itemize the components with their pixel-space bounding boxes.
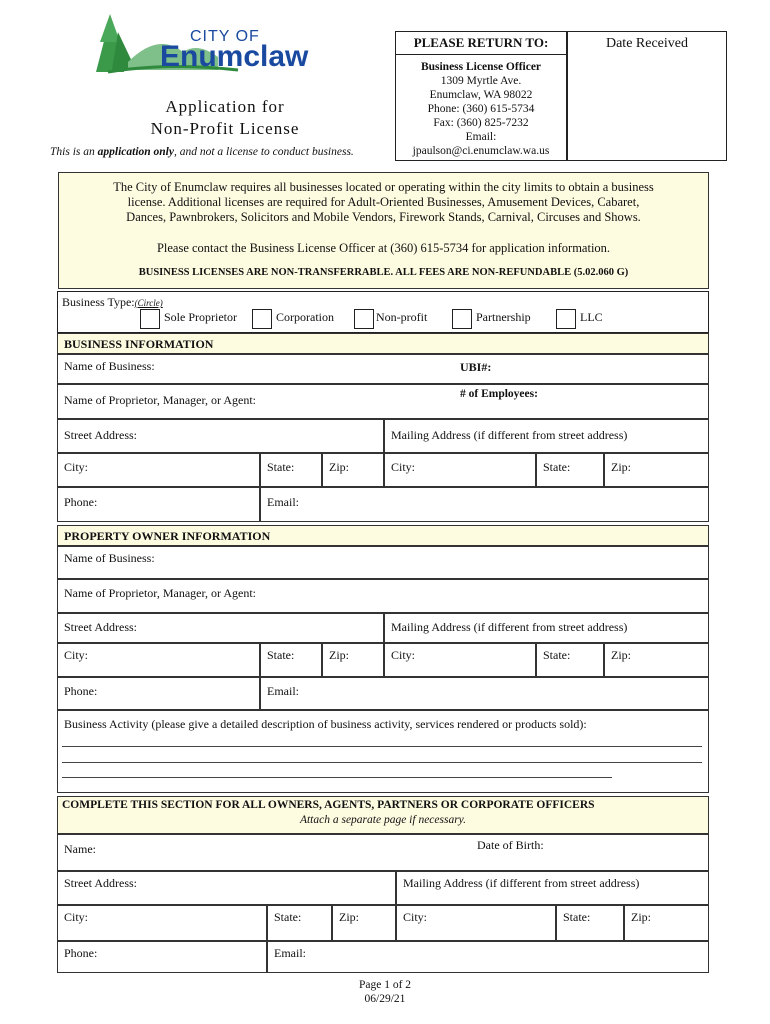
business-activity-field[interactable] (57, 710, 709, 793)
business-proprietor-field[interactable] (57, 384, 709, 419)
property-state-label: State: (267, 648, 295, 662)
activity-line-1[interactable] (62, 746, 702, 747)
property-zip2-field[interactable] (604, 643, 709, 677)
return-to-phone: Phone: (360) 615-5734 (427, 103, 535, 115)
return-to-divider (395, 54, 567, 55)
owner-zip2-field[interactable] (624, 905, 709, 941)
option-llc: LLC (580, 310, 603, 324)
return-to-heading: PLEASE RETURN TO: (413, 35, 549, 50)
owner-state2-label: State: (563, 910, 591, 924)
property-state2-field[interactable] (536, 643, 604, 677)
disclaimer-bold: application only (97, 146, 174, 158)
property-phone-label: Phone: (64, 684, 98, 698)
business-zip-label: Zip: (329, 460, 349, 474)
disclaimer (50, 146, 354, 158)
form-title-line2: Non-Profit License (150, 119, 300, 138)
property-name-field[interactable] (57, 546, 709, 579)
checkbox-non-profit[interactable] (354, 309, 374, 329)
notice-line3: Dances, Pawnbrokers, Solicitors and Mobile Vendors, Firework Stands, Carnival, Circuses and Shows. (126, 210, 641, 224)
checkbox-llc[interactable] (556, 309, 576, 329)
employees-label: # of Employees: (460, 388, 538, 400)
owner-dob-label: Date of Birth: (477, 838, 544, 852)
logo-city-of: CITY OF (190, 28, 260, 45)
business-zip-field[interactable] (322, 453, 384, 487)
owner-name-label: Name: (64, 842, 96, 856)
business-state-field[interactable] (260, 453, 322, 487)
return-to-officer: Business License Officer (420, 61, 542, 73)
revision-date: 06/29/21 (364, 993, 406, 1005)
owner-phone-label: Phone: (64, 946, 98, 960)
checkbox-partnership[interactable] (452, 309, 472, 329)
business-state-label: State: (267, 460, 295, 474)
owner-city-label: City: (64, 910, 89, 924)
business-name-label: Name of Business: (64, 359, 155, 373)
property-email-field[interactable] (260, 677, 709, 710)
owner-street-label: Street Address: (64, 876, 137, 890)
property-state2-label: State: (543, 648, 571, 662)
business-street-label: Street Address: (64, 428, 137, 442)
option-partnership: Partnership (476, 310, 531, 324)
property-proprietor-field[interactable] (57, 579, 709, 613)
business-name-field[interactable] (57, 354, 709, 384)
checkbox-sole-proprietor[interactable] (140, 309, 160, 329)
property-mailing-field[interactable] (384, 613, 709, 643)
business-city-label: City: (64, 460, 89, 474)
form-title-line1: Application for (165, 97, 285, 116)
activity-line-3[interactable] (62, 777, 612, 778)
notice-warning: BUSINESS LICENSES ARE NON-TRANSFERRABLE. ALL FEES ARE NON-REFUNDABLE (5.02.060 G) (138, 267, 629, 278)
business-phone-field[interactable] (57, 487, 260, 522)
property-name-label: Name of Business: (64, 551, 155, 565)
property-city2-label: City: (391, 648, 416, 662)
return-to-email[interactable]: jpaulson@ci.enumclaw.wa.us (412, 145, 550, 157)
page-number: Page 1 of 2 (358, 979, 412, 991)
owner-zip-label: Zip: (339, 910, 359, 924)
activity-line-2[interactable] (62, 762, 702, 763)
option-non-profit: Non-profit (376, 310, 428, 324)
business-mailing-label: Mailing Address (if different from street address) (391, 428, 628, 442)
property-city-field[interactable] (57, 643, 260, 677)
owners-heading: COMPLETE THIS SECTION FOR ALL OWNERS, AGENTS, PARTNERS OR CORPORATE OFFICERS (62, 799, 595, 811)
owner-name-field[interactable] (57, 834, 709, 871)
business-type-text: Business Type: (62, 295, 135, 309)
business-phone-label: Phone: (64, 495, 98, 509)
property-city-label: City: (64, 648, 89, 662)
property-zip-field[interactable] (322, 643, 384, 677)
business-activity-label: Business Activity (please give a detailed description of business activity, services rendered or products sold): (64, 717, 587, 731)
property-state-field[interactable] (260, 643, 322, 677)
business-proprietor-label: Name of Proprietor, Manager, or Agent: (64, 393, 256, 407)
property-owner-heading: PROPERTY OWNER INFORMATION (57, 525, 709, 546)
business-street-field[interactable] (57, 419, 384, 453)
notice-line2: license. Additional licenses are required for Adult-Oriented Businesses, Amusement Devices, Cabaret, (127, 195, 640, 209)
property-zip2-label: Zip: (611, 648, 631, 662)
return-to-email-label: Email: (465, 131, 497, 143)
return-to-address2: Enumclaw, WA 98022 (429, 89, 533, 101)
date-received-label: Date Received (605, 36, 688, 51)
return-to-address1: 1309 Myrtle Ave. (440, 75, 522, 87)
owner-phone-field[interactable] (57, 941, 267, 973)
owner-city-field[interactable] (57, 905, 267, 941)
option-corporation: Corporation (276, 310, 334, 324)
checkbox-corporation[interactable] (252, 309, 272, 329)
business-city-field[interactable] (57, 453, 260, 487)
option-sole-proprietor: Sole Proprietor (164, 310, 237, 324)
owner-state2-field[interactable] (556, 905, 624, 941)
property-city2-field[interactable] (384, 643, 536, 677)
business-state2-label: State: (543, 460, 571, 474)
notice-contact: Please contact the Business License Officer at (360) 615-5734 for application information. (156, 241, 611, 255)
owner-city2-label: City: (403, 910, 428, 924)
owner-state-field[interactable] (267, 905, 332, 941)
property-proprietor-label: Name of Proprietor, Manager, or Agent: (64, 586, 256, 600)
ubi-label: UBI#: (460, 360, 492, 374)
business-city2-field[interactable] (384, 453, 536, 487)
owner-mailing-field[interactable] (396, 871, 709, 905)
property-mailing-label: Mailing Address (if different from street address) (391, 620, 628, 634)
owners-subheading: Attach a separate page if necessary. (299, 814, 467, 826)
business-mailing-field[interactable] (384, 419, 709, 453)
owner-email-field[interactable] (267, 941, 709, 973)
business-type-hint: (Circle) (134, 298, 163, 308)
owner-zip-field[interactable] (332, 905, 396, 941)
business-state2-field[interactable] (536, 453, 604, 487)
property-zip-label: Zip: (329, 648, 349, 662)
business-zip2-field[interactable] (604, 453, 709, 487)
property-street-field[interactable] (57, 613, 384, 643)
owner-street-field[interactable] (57, 871, 396, 905)
notice-line1: The City of Enumclaw requires all businesses located or operating within the city limits to obtain a business (113, 180, 654, 194)
business-zip2-label: Zip: (611, 460, 631, 474)
property-phone-field[interactable] (57, 677, 260, 710)
property-street-label: Street Address: (64, 620, 137, 634)
disclaimer-post: , and not a license to conduct business. (173, 146, 354, 158)
logo-city-name: Enumclaw (160, 40, 309, 73)
notice-text (58, 180, 709, 225)
owner-state-label: State: (274, 910, 302, 924)
business-type-label (62, 295, 163, 310)
property-email-label: Email: (267, 684, 299, 698)
owner-city2-field[interactable] (396, 905, 556, 941)
disclaimer-pre: This is an (50, 146, 98, 158)
return-to-fax: Fax: (360) 825-7232 (433, 117, 529, 129)
owner-email-label: Email: (274, 946, 306, 960)
owner-mailing-label: Mailing Address (if different from street address) (403, 876, 640, 890)
return-to-details (395, 60, 567, 158)
business-email-label: Email: (267, 495, 299, 509)
business-email-field[interactable] (260, 487, 709, 522)
owner-zip2-label: Zip: (631, 910, 651, 924)
business-info-heading: BUSINESS INFORMATION (57, 333, 709, 354)
business-city2-label: City: (391, 460, 416, 474)
